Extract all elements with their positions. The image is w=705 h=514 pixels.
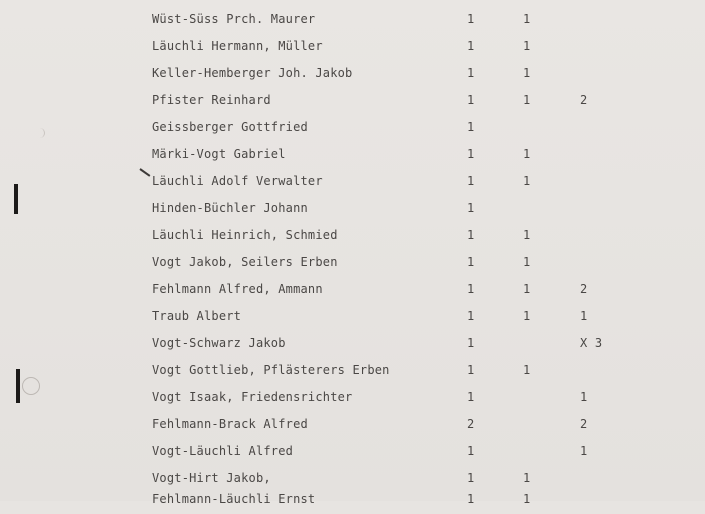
count-column-2: 1	[523, 93, 531, 107]
count-column-1: 1	[467, 336, 475, 350]
count-column-3: 1	[580, 444, 588, 458]
count-column-2: 1	[523, 492, 531, 506]
count-column-1: 1	[467, 255, 475, 269]
count-column-2: 1	[523, 255, 531, 269]
ledger-row	[0, 278, 705, 304]
owner-name: Vogt-Schwarz Jakob	[152, 336, 286, 350]
count-column-2: 1	[523, 309, 531, 323]
owner-name: Läuchli Hermann, Müller	[152, 39, 323, 53]
count-column-3: 1	[580, 390, 588, 404]
owner-name: Vogt-Läuchli Alfred	[152, 444, 294, 458]
ledger-row	[0, 305, 705, 331]
ledger-row	[0, 143, 705, 169]
count-column-1: 1	[467, 147, 475, 161]
ledger-row	[0, 251, 705, 277]
ledger-row	[0, 170, 705, 196]
ledger-row	[0, 89, 705, 115]
owner-name: Fehlmann Alfred, Ammann	[152, 282, 323, 296]
owner-name: Märki-Vogt Gabriel	[152, 147, 286, 161]
ledger-row	[0, 116, 705, 142]
owner-name: Vogt-Hirt Jakob,	[152, 471, 271, 485]
ledger-row	[0, 488, 705, 514]
count-column-2: 1	[523, 471, 531, 485]
count-column-1: 1	[467, 120, 475, 134]
count-column-1: 1	[467, 444, 475, 458]
count-column-1: 1	[467, 471, 475, 485]
owner-name: Wüst-Süss Prch. Maurer	[152, 12, 316, 26]
ledger-row	[0, 35, 705, 61]
count-column-2: 1	[523, 66, 531, 80]
count-column-2: 1	[523, 282, 531, 296]
owner-name: Vogt Isaak, Friedensrichter	[152, 390, 353, 404]
count-column-1: 2	[467, 417, 475, 431]
owner-name: Traub Albert	[152, 309, 242, 323]
count-column-3: 1	[580, 309, 588, 323]
owner-name: Keller-Hemberger Joh. Jakob	[152, 66, 353, 80]
count-column-1: 1	[467, 93, 475, 107]
owner-name: Vogt Jakob, Seilers Erben	[152, 255, 338, 269]
count-column-2: 1	[523, 12, 531, 26]
owner-name: Läuchli Adolf Verwalter	[152, 174, 323, 188]
count-column-1: 1	[467, 282, 475, 296]
ledger-row	[0, 8, 705, 34]
count-column-1: 1	[467, 39, 475, 53]
owner-name: Hinden-Büchler Johann	[152, 201, 308, 215]
ledger-row	[0, 332, 705, 358]
owner-name: Pfister Reinhard	[152, 93, 271, 107]
count-column-1: 1	[467, 228, 475, 242]
count-column-1: 1	[467, 201, 475, 215]
count-column-3: X 3	[580, 336, 603, 350]
count-column-2: 1	[523, 174, 531, 188]
ledger-row	[0, 386, 705, 412]
count-column-2: 1	[523, 39, 531, 53]
count-column-1: 1	[467, 492, 475, 506]
count-column-1: 1	[467, 174, 475, 188]
owner-name: Läuchli Heinrich, Schmied	[152, 228, 338, 242]
owner-name: Fehlmann-Brack Alfred	[152, 417, 308, 431]
ledger-row	[0, 62, 705, 88]
ledger-row	[0, 359, 705, 385]
ledger-row	[0, 197, 705, 223]
count-column-2: 1	[523, 147, 531, 161]
count-column-1: 1	[467, 309, 475, 323]
count-column-3: 2	[580, 93, 588, 107]
ledger-row	[0, 440, 705, 466]
count-column-1: 1	[467, 363, 475, 377]
count-column-3: 2	[580, 282, 588, 296]
ledger-row	[0, 224, 705, 250]
count-column-3: 2	[580, 417, 588, 431]
count-column-2: 1	[523, 363, 531, 377]
count-column-1: 1	[467, 12, 475, 26]
owner-name: Fehlmann-Läuchli Ernst	[152, 492, 316, 506]
count-column-2: 1	[523, 228, 531, 242]
ledger-row	[0, 413, 705, 439]
count-column-1: 1	[467, 66, 475, 80]
owner-name: Vogt Gottlieb, Pflästerers Erben	[152, 363, 390, 377]
owner-name: Geissberger Gottfried	[152, 120, 308, 134]
count-column-1: 1	[467, 390, 475, 404]
